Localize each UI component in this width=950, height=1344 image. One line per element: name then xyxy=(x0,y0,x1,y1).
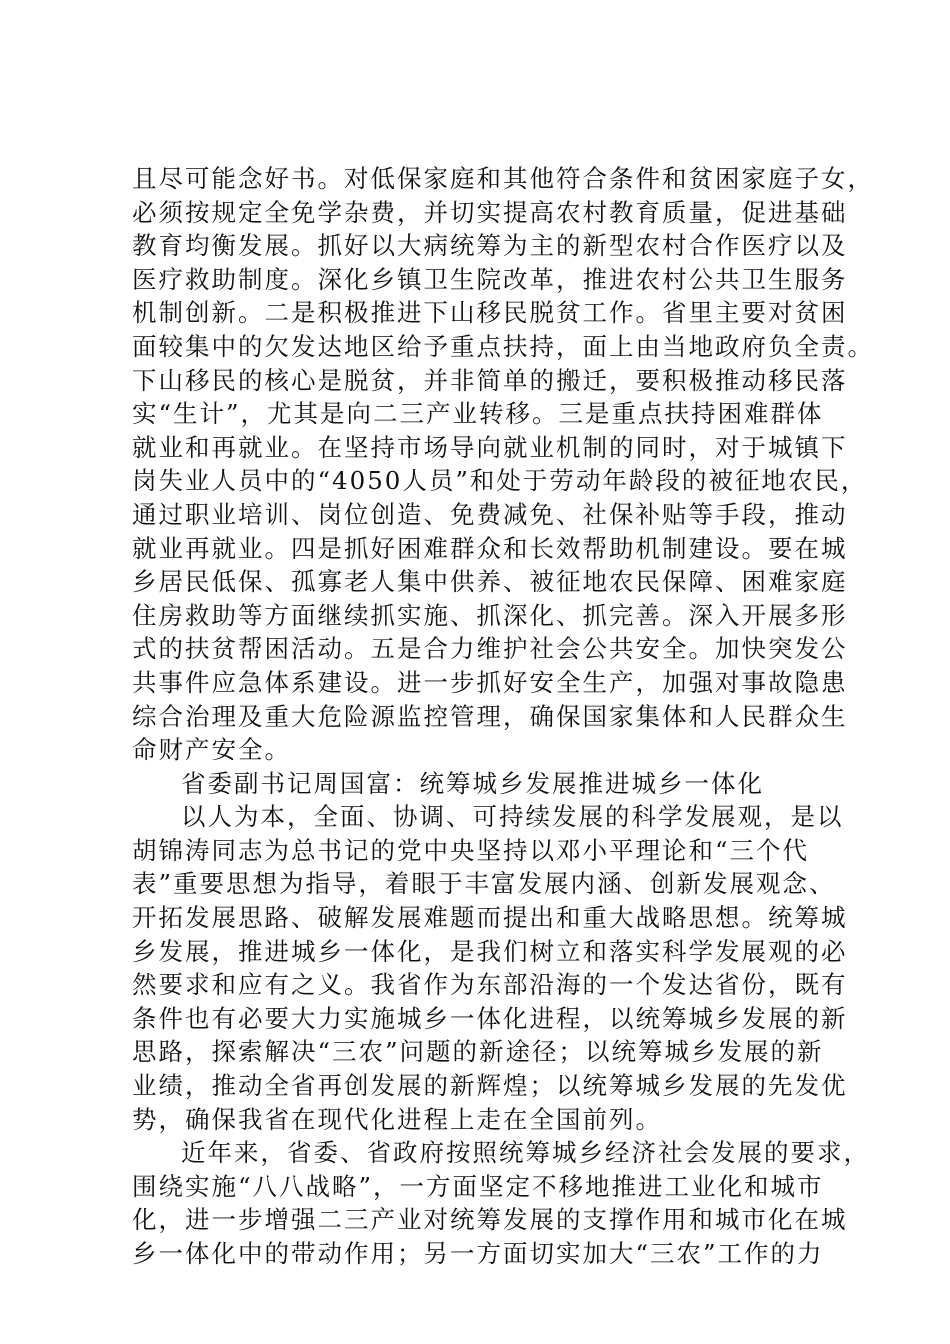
body-line: 必须按规定全免学杂费，并切实提高农村教育质量，促进基础 xyxy=(132,197,848,227)
body-line: 然要求和应有之义。我省作为东部沿海的一个发达省份，既有 xyxy=(132,970,848,1000)
body-line: 势，确保我省在现代化进程上走在全国前列。 xyxy=(132,1104,662,1134)
body-line: 化，进一步增强二三产业对统筹发展的支撑作用和城市化在城 xyxy=(132,1205,848,1235)
body-line: 教育均衡发展。抓好以大病统筹为主的新型农村合作医疗以及 xyxy=(132,231,848,261)
body-line: 围绕实施“八八战略”，一方面坚定不移地推进工业化和城市 xyxy=(132,1171,824,1201)
body-line: 岗失业人员中的“4050人员”和处于劳动年龄段的被征地农民， xyxy=(132,466,868,496)
document-body xyxy=(132,162,874,1271)
body-line: 开拓发展思路、破解发展难题而提出和重大战略思想。统筹城 xyxy=(132,903,848,933)
body-line: 共事件应急体系建设。进一步抓好安全生产，加强对事故隐患 xyxy=(132,667,848,697)
body-line: 且尽可能念好书。对低保家庭和其他符合条件和贫困家庭子女， xyxy=(132,164,874,193)
body-line: 下山移民的核心是脱贫，并非简单的搬迁，要积极推动移民落 xyxy=(132,365,848,395)
body-line: 综合治理及重大危险源监控管理，确保国家集体和人民群众生 xyxy=(132,701,848,731)
body-line: 乡发展，推进城乡一体化，是我们树立和落实科学发展观的必 xyxy=(132,936,848,966)
body-line: 就业再就业。四是抓好困难群众和长效帮助机制建设。要在城 xyxy=(132,533,848,563)
body-line: 条件也有必要大力实施城乡一体化进程，以统筹城乡发展的新 xyxy=(132,1003,848,1033)
body-line: 胡锦涛同志为总书记的党中央坚持以邓小平理论和“三个代 xyxy=(132,835,810,865)
body-line: 思路，探索解决“三农”问题的新途径；以统筹城乡发展的新 xyxy=(132,1037,824,1067)
section-heading: 省委副书记周国富：统筹城乡发展推进城乡一体化 xyxy=(181,768,764,798)
body-line: 表”重要思想为指导，着眼于丰富发展内涵、创新发展观念、 xyxy=(132,869,836,899)
body-line: 乡居民低保、孤寡老人集中供养、被征地农民保障、困难家庭 xyxy=(132,567,848,597)
body-line: 式的扶贫帮困活动。五是合力维护社会公共安全。加快突发公 xyxy=(132,634,848,664)
body-line: 实“生计”，尤其是向二三产业转移。三是重点扶持困难群体 xyxy=(132,399,824,429)
body-line: 医疗救助制度。深化乡镇卫生院改革，推进农村公共卫生服务 xyxy=(132,264,848,294)
body-line: 通过职业培训、岗位创造、免费减免、社保补贴等手段，推动 xyxy=(132,499,848,529)
body-line: 机制创新。二是积极推进下山移民脱贫工作。省里主要对贫困 xyxy=(132,298,848,328)
body-line: 面较集中的欠发达地区给予重点扶持，面上由当地政府负全责。 xyxy=(132,331,874,361)
body-line: 乡一体化中的带动作用；另一方面切实加大“三农”工作的力 xyxy=(132,1239,824,1268)
body-line: 就业和再就业。在坚持市场导向就业机制的同时，对于城镇下 xyxy=(132,432,848,462)
body-line: 住房救助等方面继续抓实施、抓深化、抓完善。深入开展多形 xyxy=(132,600,848,630)
body-line: 命财产安全。 xyxy=(132,735,291,765)
body-line: 以人为本，全面、协调、可持续发展的科学发展观，是以 xyxy=(181,802,844,832)
body-line: 近年来，省委、省政府按照统筹城乡经济社会发展的要求， xyxy=(181,1138,870,1168)
body-line: 业绩，推动全省再创发展的新辉煌；以统筹城乡发展的先发优 xyxy=(132,1071,848,1101)
